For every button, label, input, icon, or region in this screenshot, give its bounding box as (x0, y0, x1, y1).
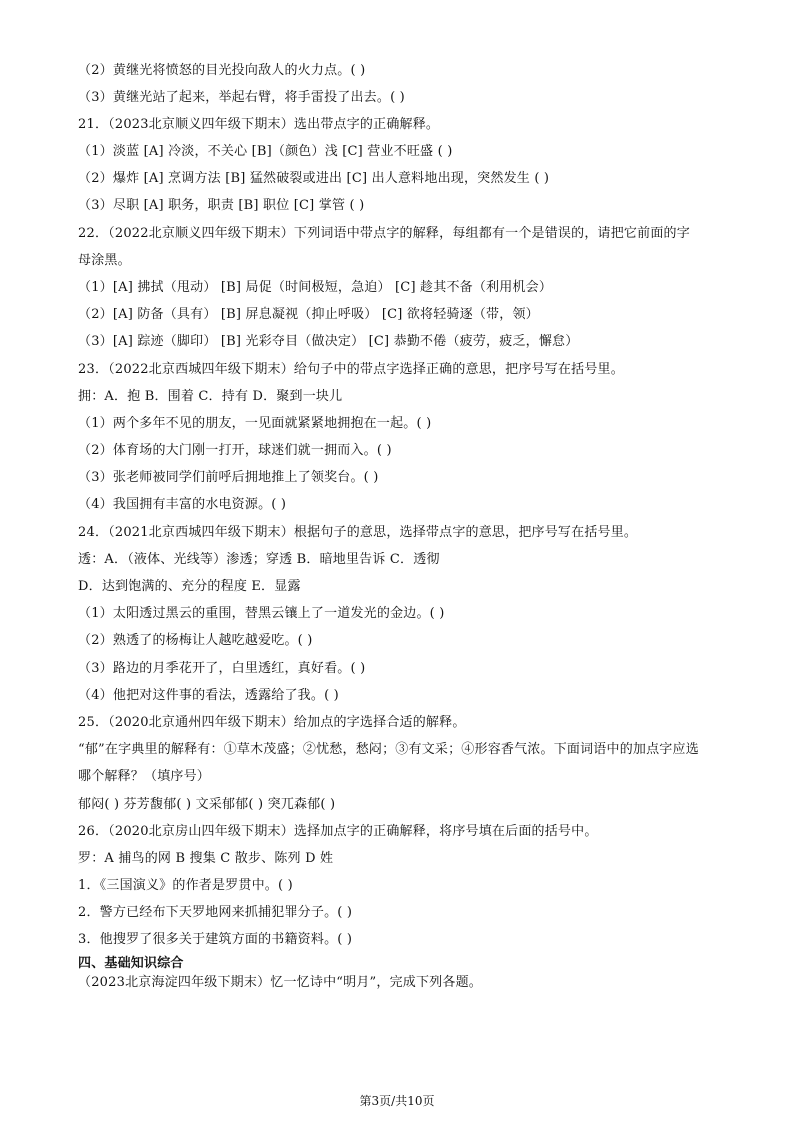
question-line: （2）熟透了的杨梅让人越吃越爱吃。( ) (78, 633, 313, 648)
question-line: “郁”在字典里的解释有：①草木茂盛；②忧愁，愁闷；③有文采；④形容香气浓。下面词语中的加点字应选 (78, 742, 699, 757)
question-line: （3）黄继光站了起来，举起右臂，将手雷投了出去。( ) (78, 90, 405, 105)
question-line: 郁闷( ) 芬芳馥郁( ) 文采郁郁( ) 突兀森郁( ) (78, 797, 336, 812)
page-number: 第3页/共10页 (359, 1094, 435, 1108)
question-title: 24．（2021北京西城四年级下期末）根据句子的意思，选择带点字的意思，把序号写在括号里。 (78, 525, 638, 540)
question-title: 25．（2020北京通州四年级下期末）给加点的字选择合适的解释。 (78, 715, 466, 730)
question-line: 2．警方已经布下天罗地网来抓捕犯罪分子。( ) (78, 905, 353, 920)
question-line: 母涂黑。 (78, 253, 131, 268)
question-title: （2023北京海淀四年级下期末）忆一忆诗中“明月”，完成下列各题。 (78, 975, 482, 990)
question-line: （3）张老师被同学们前呼后拥地推上了领奖台。( ) (78, 470, 379, 485)
question-line: （1）两个多年不见的朋友，一见面就紧紧地拥抱在一起。( ) (78, 416, 432, 431)
question-line: （2）体育场的大门刚一打开，球迷们就一拥而入。( ) (78, 443, 392, 458)
question-line: （2）爆炸 [A] 烹调方法 [B] 猛然破裂或进出 [C] 出人意料地出现，突然发生 ( ) (78, 171, 550, 186)
question-line: （1）太阳透过黑云的重围，替黑云镶上了一道发光的金边。( ) (78, 606, 445, 621)
question-line: （3）路边的月季花开了，白里透红，真好看。( ) (78, 661, 366, 676)
question-line: （2）黄继光将愤怒的目光投向敌人的火力点。( ) (78, 63, 366, 78)
question-line: （3）尽职 [A] 职务，职责 [B] 职位 [C] 掌管 ( ) (78, 198, 365, 213)
question-line: （4）我国拥有丰富的水电资源。( ) (78, 497, 287, 512)
question-line: （2）[A] 防备（具有） [B] 屏息凝视（抑止呼吸） [C] 欲将轻骑逐（带，领） (78, 307, 539, 322)
question-line: D．达到饱满的、充分的程度 E．显露 (78, 579, 301, 594)
question-line: （1）[A] 拂拭（甩动） [B] 局促（时间极短，急迫） [C] 趁其不备（利用机会） (78, 280, 553, 295)
section-heading: 四、基础知识综合 (78, 956, 184, 971)
question-title: 23．（2022北京西城四年级下期末）给句子中的带点字选择正确的意思，把序号写在括号里。 (78, 362, 624, 377)
question-line: 罗：A 捕鸟的网 B 搜集 C 散步、陈列 D 姓 (78, 851, 334, 866)
question-title: 22．（2022北京顺义四年级下期末）下列词语中带点字的解释，每组都有一个是错误的，请把它前面的字 (78, 226, 690, 241)
question-line: 3．他搜罗了很多关于建筑方面的书籍资料。( ) (78, 932, 353, 947)
question-title: 26．（2020北京房山四年级下期末）选择加点字的正确解释，将序号填在后面的括号中。 (78, 824, 598, 839)
question-line: （4）他把对这件事的看法，透露给了我。( ) (78, 688, 339, 703)
question-line: 1．《三国演义》的作者是罗贯中。( ) (78, 878, 293, 893)
question-line: （3）[A] 踪迹（脚印） [B] 光彩夺目（做决定） [C] 恭勤不倦（疲劳，疲乏，懈怠） (78, 334, 579, 349)
question-line: （1）淡蓝 [A] 冷淡，不关心 [B]（颜色）浅 [C] 营业不旺盛 ( ) (78, 144, 453, 159)
question-line: 哪个解释？（填序号） (78, 769, 211, 784)
question-line: 拥：A．抱 B．围着 C．持有 D．聚到一块儿 (78, 389, 343, 404)
question-line: 透：A．（液体、光线等）渗透；穿透 B．暗地里告诉 C．透彻 (78, 552, 440, 567)
question-title: 21．（2023北京顺义四年级下期末）选出带点字的正确解释。 (78, 117, 440, 132)
